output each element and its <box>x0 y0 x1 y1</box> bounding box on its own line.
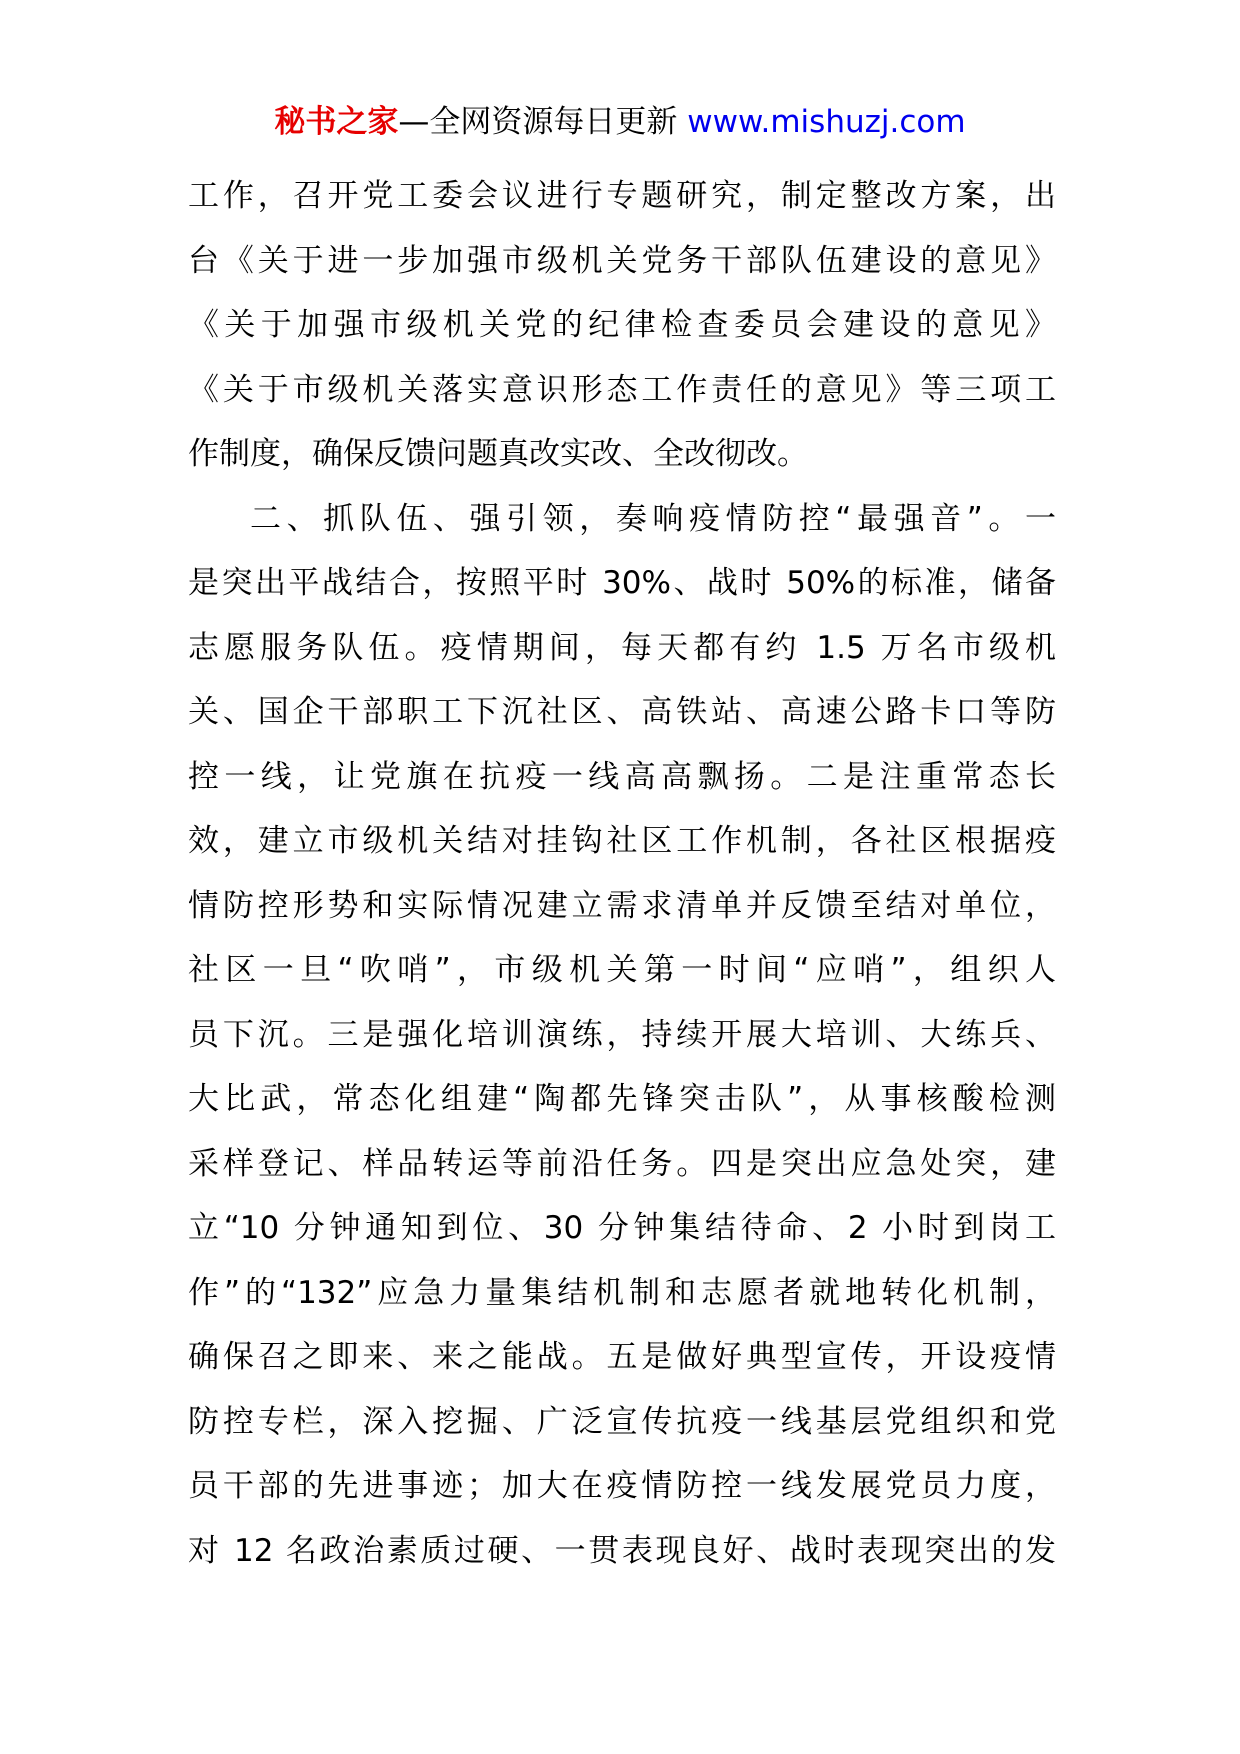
text-line: 立“10 分钟通知到位、30 分钟集结待命、2 小时到岗工 <box>188 1210 1056 1246</box>
text-line: 大比武，常态化组建“陶都先锋突击队”，从事核酸检测 <box>188 1081 1056 1117</box>
paragraph-start-line: 二、抓队伍、强引领，奏响疫情防控“最强音”。一 <box>250 500 1056 537</box>
text-line: 效，建立市级机关结对挂钩社区工作机制，各社区根据疫 <box>188 823 1056 859</box>
text-line: 防控专栏，深入挖掘、广泛宣传抗疫一线基层党组织和党 <box>188 1403 1056 1440</box>
document-body <box>188 164 1056 1583</box>
text-line: 《关于加强市级机关党的纪律检查委员会建设的意见》 <box>188 307 1056 343</box>
text-line: 社区一旦“吹哨”，市级机关第一时间“应哨”，组织人 <box>188 952 1056 988</box>
text-line: 《关于市级机关落实意识形态工作责任的意见》等三项工 <box>188 371 1056 408</box>
text-line: 确保召之即来、来之能战。五是做好典型宣传，开设疫情 <box>188 1339 1056 1375</box>
text-line: 控一线，让党旗在抗疫一线高高飘扬。二是注重常态长 <box>188 758 1056 795</box>
text-line: 工作，召开党工委会议进行专题研究，制定整改方案，出 <box>188 178 1056 214</box>
text-line: 员下沉。三是强化培训演练，持续开展大培训、大练兵、 <box>188 1016 1056 1053</box>
text-line: 作制度，确保反馈问题真改实改、全改彻改。 <box>188 436 808 472</box>
page-header <box>0 102 1240 142</box>
text-line: 台《关于进一步加强市级机关党务干部队伍建设的意见》 <box>188 242 1056 279</box>
header-tagline: —全网资源每日更新 <box>398 104 678 140</box>
text-line: 对 12 名政治素质过硬、一贯表现良好、战时表现突出的发 <box>188 1532 1056 1569</box>
text-line: 员干部的先进事迹；加大在疫情防控一线发展党员力度， <box>188 1468 1056 1504</box>
text-line: 关、国企干部职工下沉社区、高铁站、高速公路卡口等防 <box>188 694 1056 730</box>
text-line: 志愿服务队伍。疫情期间，每天都有约 1.5 万名市级机 <box>188 629 1056 666</box>
brand-name: 秘书之家 <box>274 104 399 140</box>
text-line: 是突出平战结合，按照平时 30%、战时 50%的标准，储备 <box>188 565 1056 601</box>
site-url-link[interactable]: www.mishuzj.com <box>687 104 966 140</box>
text-line: 作”的“132”应急力量集结机制和志愿者就地转化机制， <box>188 1274 1056 1311</box>
text-line: 采样登记、样品转运等前沿任务。四是突出应急处突，建 <box>188 1145 1056 1182</box>
text-line: 情防控形势和实际情况建立需求清单并反馈至结对单位， <box>188 887 1056 924</box>
